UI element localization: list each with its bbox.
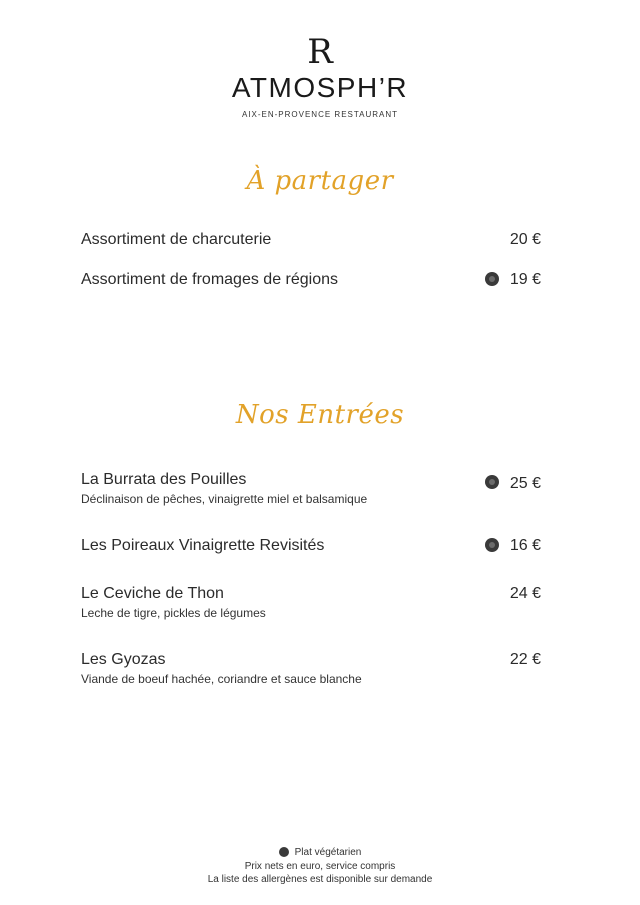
vegetarian-leaf-icon [279,847,289,857]
item-name: Assortiment de fromages de régions [81,271,339,288]
menu-item [81,230,541,250]
restaurant-subtitle: AIX-EN-PROVENCE RESTAURANT [241,110,399,119]
item-description: Leche de tigre, pickles de légumes [81,606,266,620]
menu-item [81,470,541,508]
item-price: 24 € [509,585,541,602]
menu-item [81,650,541,688]
menu-item [81,584,541,622]
item-name: Les Gyozas [81,651,166,668]
legend-label: Plat végétarien [294,847,362,858]
restaurant-name: ATMOSPH’R [231,72,409,103]
legend [0,846,640,860]
menu-item [81,270,541,290]
item-name: Le Ceviche de Thon [81,585,224,602]
prices-note: Prix nets en euro, service compris [244,860,396,872]
item-description: Déclinaison de pêches, vinaigrette miel et balsamique [81,492,368,506]
vegetarian-leaf-icon [485,538,499,552]
vegetarian-leaf-icon [485,475,499,489]
item-price: 25 € [509,475,541,492]
item-price: 19 € [509,271,541,288]
section-title-nos-entrees: Nos Entrées [235,400,405,430]
vegetarian-leaf-icon [485,272,499,286]
allergens-note: La liste des allergènes est disponible sur demande [207,874,433,885]
menu-item [81,536,541,556]
item-name: La Burrata des Pouilles [81,471,247,488]
item-name: Les Poireaux Vinaigrette Revisités [81,537,325,554]
logo-mark: R [307,32,333,72]
footer [0,846,640,887]
item-price: 16 € [509,537,541,554]
item-price: 22 € [509,651,541,668]
section-title-a-partager: À partager [246,166,394,196]
item-name: Assortiment de charcuterie [81,231,272,248]
item-price: 20 € [509,231,541,248]
item-description: Viande de boeuf hachée, coriandre et sauce blanche [81,672,362,686]
